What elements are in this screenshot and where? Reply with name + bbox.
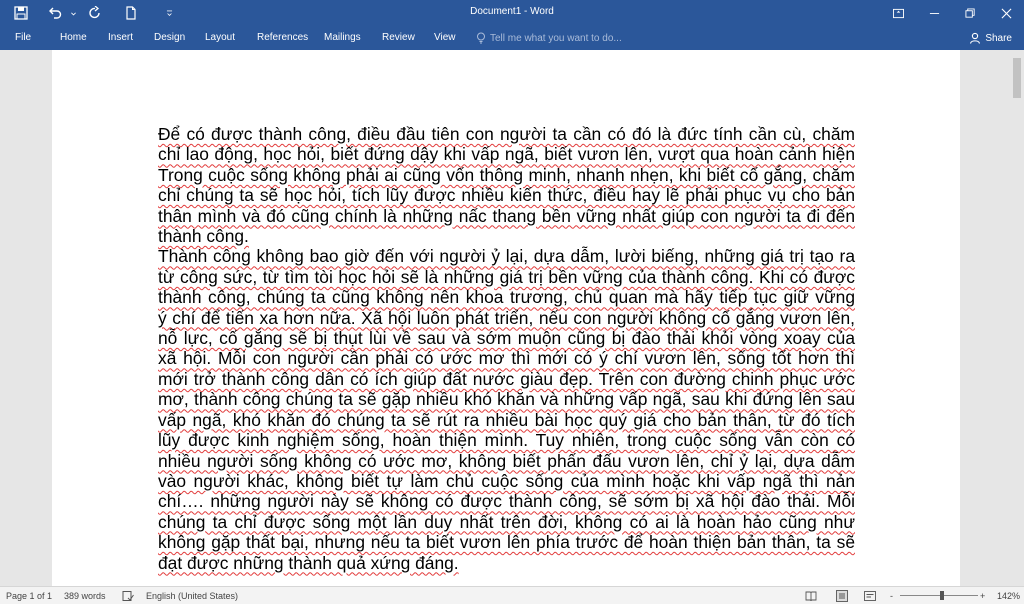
minimize-button[interactable] [916, 0, 952, 26]
document-line[interactable]: không gặp thất bại, nhưng nếu ta biết vươn lên phía trước để hoàn thiện bản thân, ta sẽ [158, 532, 855, 553]
ribbon-display-options-button[interactable] [880, 0, 916, 26]
page-count[interactable]: Page 1 of 1 [6, 591, 53, 601]
share-label: Share [985, 32, 1012, 44]
document-line[interactable]: ý chí để tiến xa hơn nữa. Xã hội luôn phát triển, nếu con người không cố gắng vươn lên, [158, 307, 855, 328]
document-line[interactable]: thân mình và đó cũng chính là những nấc thang bền vững nhất giúp con người ta đi đến [158, 205, 855, 226]
tab-mailings[interactable]: Mailings [324, 32, 361, 43]
lightbulb-icon [476, 32, 486, 44]
minimize-icon [929, 8, 940, 19]
document-line[interactable]: vào người khác, không biết tự làm chủ cuộc sống của mình hoặc khi vấp ngã thì nản [158, 470, 855, 491]
quick-access-toolbar [0, 0, 182, 26]
language-indicator[interactable]: English (United States) [146, 591, 239, 601]
document-line[interactable]: thành công, chúng ta cũng không nên khoa trương, chủ quan mà hãy tiếp tục giữ vững [158, 287, 855, 308]
customize-qat-icon [165, 9, 174, 18]
document-line[interactable]: từ công sức, từ tìm tòi học hỏi sẽ là những giá trị bền vững của thành công. Khi có được [158, 266, 855, 287]
document-line[interactable]: Để có được thành công, điều đầu tiên con người ta cần có đó là đức tính cần cù, chăm [158, 124, 855, 144]
tab-layout[interactable]: Layout [205, 32, 236, 43]
new-document-icon [124, 6, 138, 20]
tab-home[interactable]: Home [60, 32, 87, 43]
word-count[interactable]: 389 words [64, 591, 106, 601]
user-icon [969, 32, 981, 44]
document-line[interactable]: thành công. [158, 226, 249, 247]
proofing-icon[interactable] [122, 590, 134, 602]
document-line[interactable]: lũy được kinh nghiệm sống, hoàn thiện mình. Tuy nhiên, trong cuộc sống vẫn còn có [158, 430, 855, 451]
tell-me-search[interactable] [476, 30, 622, 46]
ribbon-display-icon [893, 8, 904, 19]
window-controls [880, 0, 1024, 26]
chevron-down-icon [70, 10, 77, 17]
zoom-level[interactable]: 142% [997, 591, 1021, 601]
tab-references[interactable]: References [257, 32, 309, 43]
tell-me-placeholder: Tell me what you want to do... [490, 32, 622, 44]
redo-icon [88, 6, 102, 20]
document-line[interactable]: mơ, thành công chúng ta sẽ gặp nhiều khó khăn và những vấp ngã, sau khi đứng lên sau [158, 389, 855, 410]
tab-file[interactable]: File [15, 32, 32, 43]
document-line[interactable]: chúng ta chỉ được sống một lần duy nhất trên đời, không có ai là hoàn hảo cũng như [158, 511, 855, 532]
customize-qat-button[interactable] [156, 0, 182, 26]
document-body[interactable] [158, 124, 855, 573]
save-icon [14, 6, 28, 20]
title-bar [0, 0, 1024, 26]
tab-view[interactable]: View [434, 32, 456, 43]
undo-button[interactable] [42, 0, 68, 26]
tab-review[interactable]: Review [382, 32, 415, 43]
document-line[interactable]: nhiều người sống không có ước mơ, không biết phấn đấu vươn lên, chỉ ỷ lại, dựa dẫm [158, 450, 855, 471]
document-line[interactable]: đạt được những thành quả xứng đáng. [158, 552, 459, 573]
tab-design[interactable]: Design [154, 32, 186, 43]
restore-button[interactable] [952, 0, 988, 26]
document-workspace [0, 50, 1024, 586]
tab-insert[interactable]: Insert [108, 32, 134, 43]
new-document-button[interactable] [118, 0, 144, 26]
restore-icon [965, 8, 976, 19]
document-line[interactable]: Trong cuộc sống không phải ai cũng vốn thông minh, nhanh nhẹn, khi biết cố gắng, chăm [158, 164, 855, 185]
document-line[interactable]: mới trở thành công dân có ích giúp đất nước giàu đẹp. Trên con đường chinh phục ước [158, 368, 855, 389]
document-page[interactable] [52, 50, 960, 586]
share-button[interactable] [969, 30, 1012, 46]
print-layout-icon[interactable] [836, 590, 848, 602]
undo-icon [48, 6, 62, 20]
scrollbar-thumb[interactable] [1013, 58, 1021, 98]
ribbon-tabs [0, 26, 1024, 50]
document-line[interactable]: chỉ chúng ta sẽ học hỏi, tích lũy được nhiều kiến thức, điều hay lẽ phải phục vụ cho bản [158, 185, 855, 206]
close-button[interactable] [988, 0, 1024, 26]
save-button[interactable] [8, 0, 34, 26]
zoom-out-button[interactable]: - [890, 591, 893, 601]
status-bar [0, 586, 1024, 604]
document-line[interactable]: nỗ lực, cố gắng sẽ bị thụt lùi về sau và sớm muộn cũng bị đào thải khỏi vòng xoay của [158, 328, 855, 349]
redo-button[interactable] [82, 0, 108, 26]
zoom-slider[interactable] [900, 595, 978, 596]
zoom-in-button[interactable]: + [980, 591, 986, 601]
close-icon [1001, 8, 1012, 19]
read-mode-icon[interactable] [805, 590, 817, 602]
undo-dropdown[interactable] [68, 0, 78, 26]
zoom-slider-thumb[interactable] [940, 591, 944, 600]
document-line[interactable]: vấp ngã, khó khăn đó chúng ta sẽ rút ra nhiều bài học quý giá cho bản thân, từ đó tích [158, 409, 855, 430]
window-title: Document1 - Word [470, 6, 554, 17]
vertical-scrollbar[interactable] [1010, 50, 1024, 586]
document-line[interactable]: chỉ lao động, học hỏi, biết đứng dậy khi vấp ngã, biết vươn lên, vượt qua hoàn cảnh hiện [158, 144, 855, 165]
document-line[interactable]: xã hội. Mỗi con người cần phải có ước mơ thì mới có ý chí vươn lên, sống tốt hơn thì [158, 348, 855, 369]
document-line[interactable]: chí…. những người này sẽ không có được thành công, sẽ sớm bị xã hội đào thải. Mỗi [158, 491, 855, 512]
web-layout-icon[interactable] [864, 590, 876, 602]
document-line[interactable]: Thành công không bao giờ đến với người ỷ lại, dựa dẫm, lười biếng, những giá trị tạo ra [158, 246, 855, 267]
